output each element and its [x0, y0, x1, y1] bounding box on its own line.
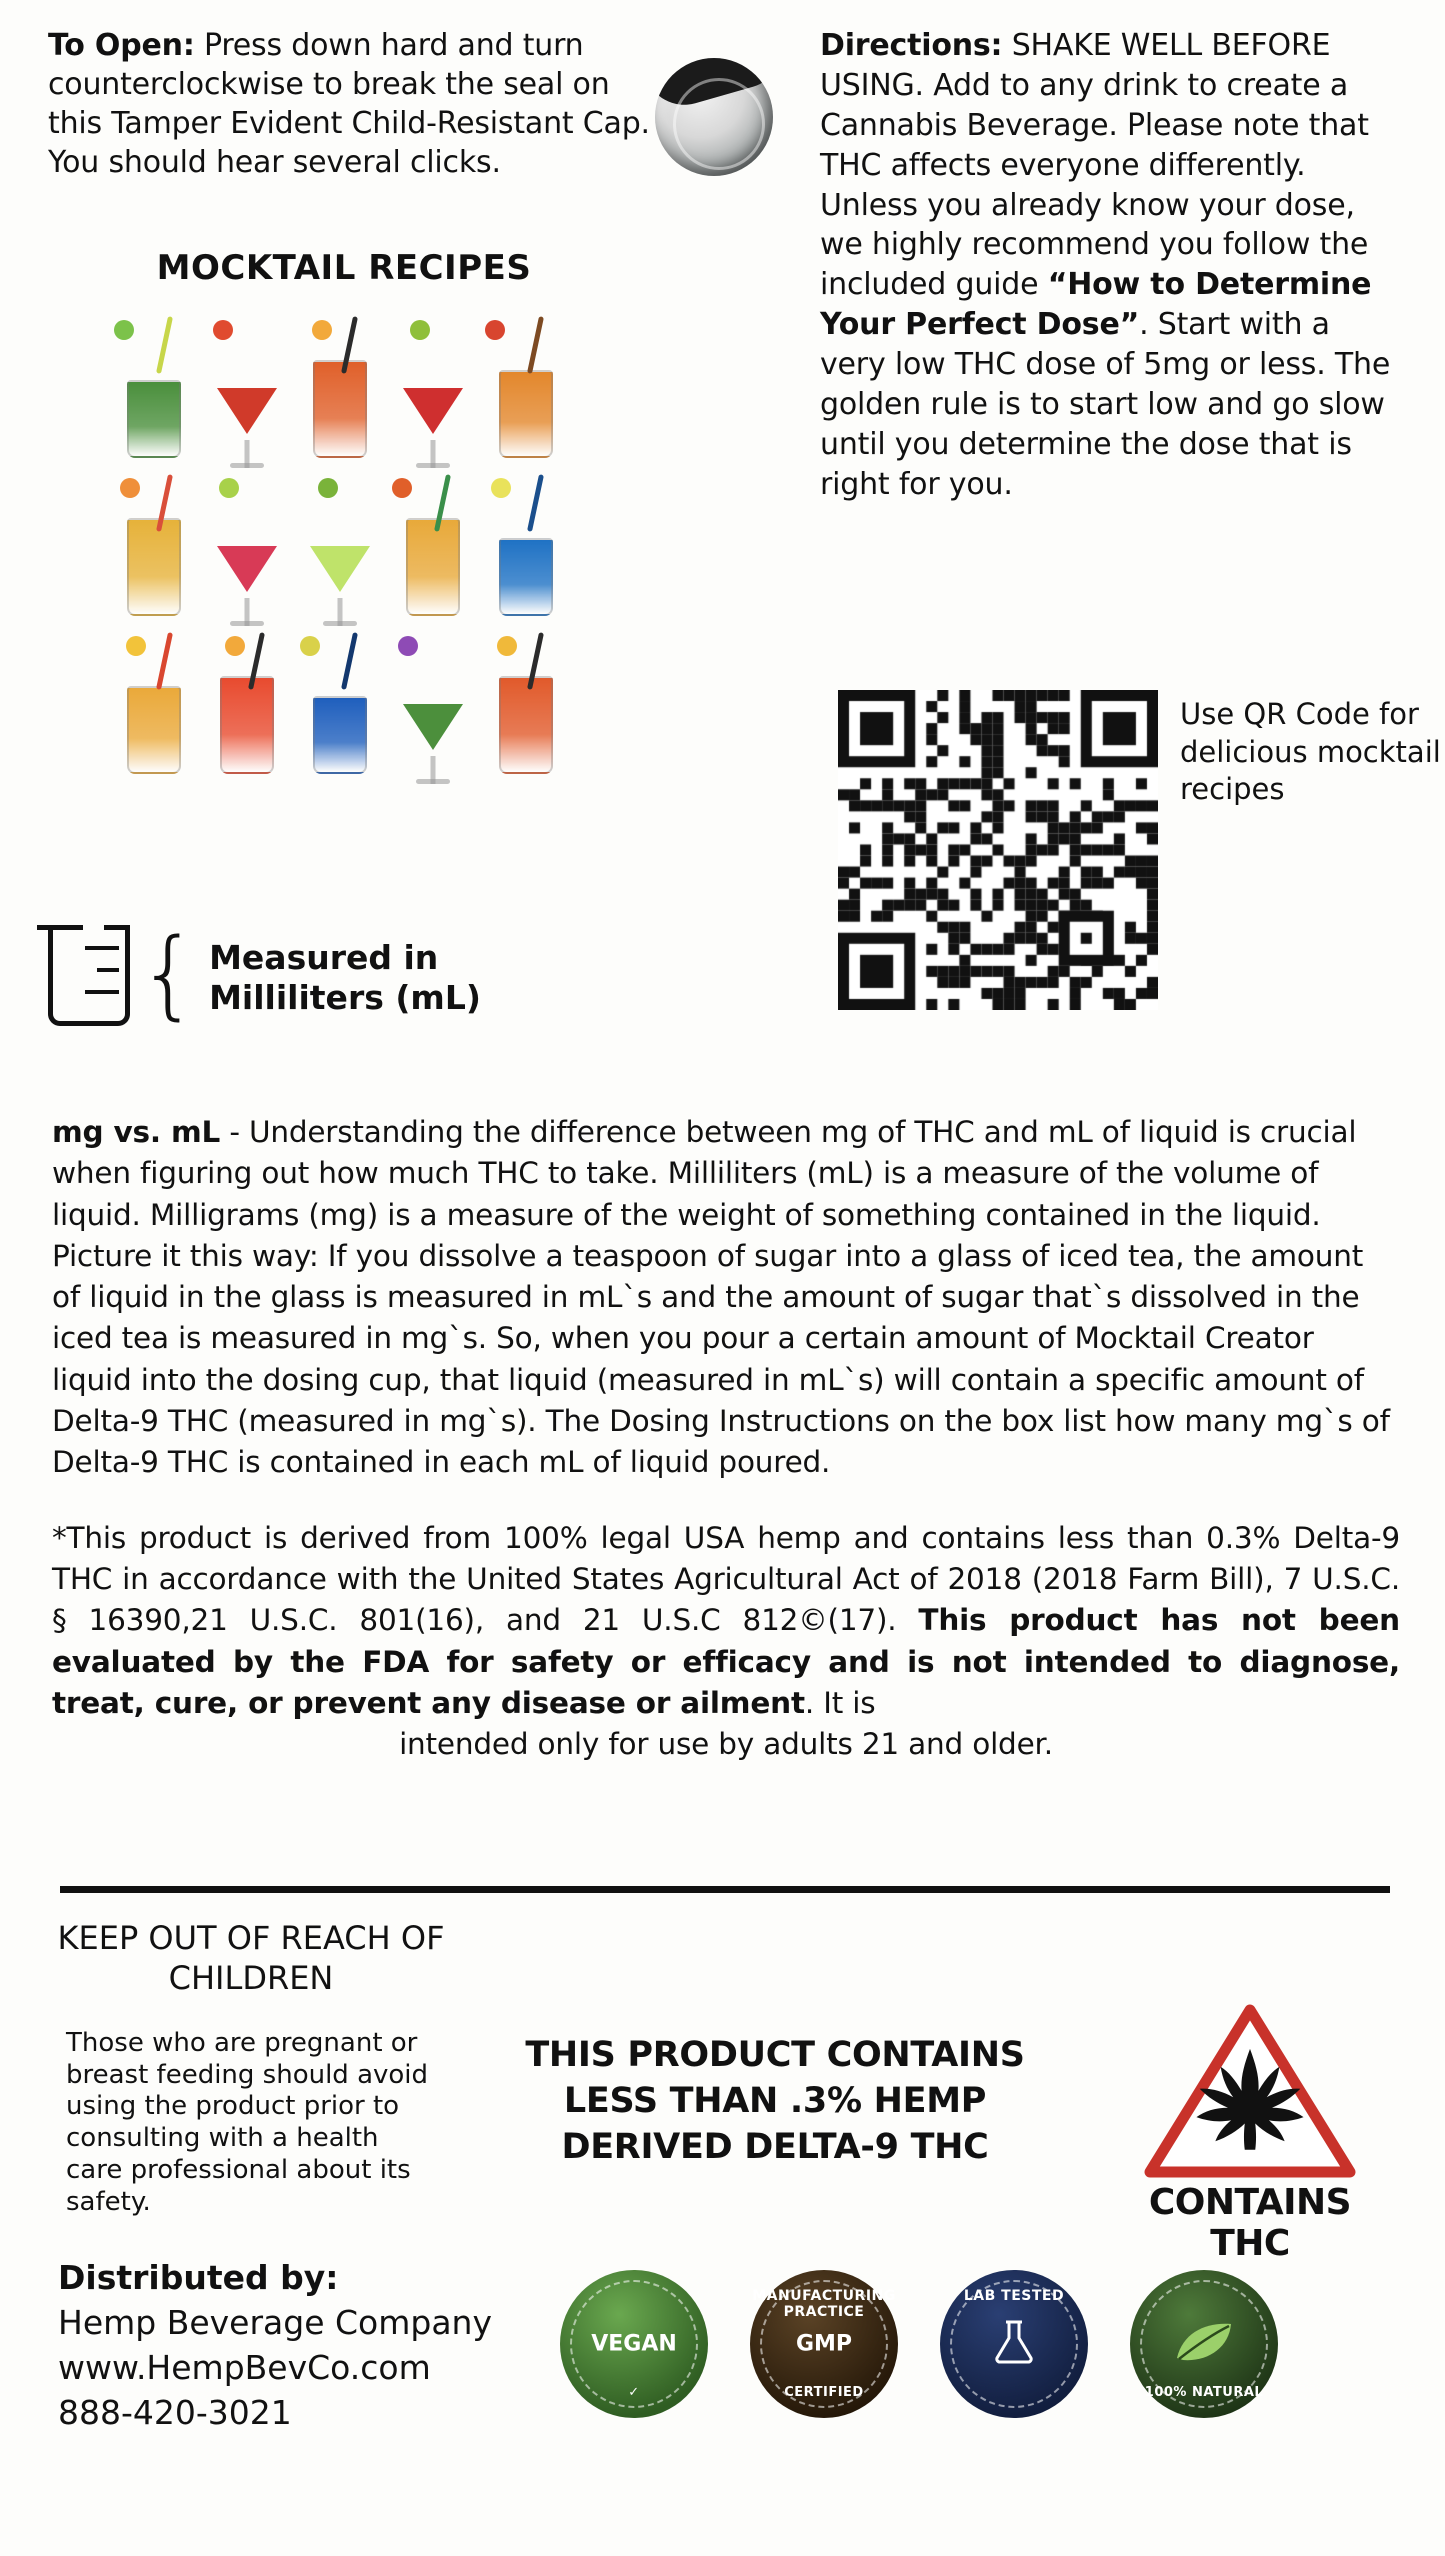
certification-seals — [560, 2270, 1278, 2418]
qr-code[interactable] — [838, 690, 1158, 1010]
vegan-seal-label: VEGAN — [591, 2331, 677, 2357]
recipes-block — [48, 200, 668, 784]
pregnancy-warning-text: Those who are pregnant or breast feeding should avoid using the product prior to consulting with a health care professional about its safety. — [66, 2028, 429, 2217]
cocktail-thumb — [296, 314, 385, 468]
cocktail-thumb — [388, 630, 477, 784]
gmp-seal-bottom: CERTIFIED — [784, 2385, 864, 2400]
cocktail-thumb — [481, 630, 570, 784]
directions-block — [820, 26, 1400, 505]
cocktail-thumb — [110, 472, 199, 626]
directions-text — [820, 26, 1400, 505]
cocktail-thumb — [296, 472, 385, 626]
legal-part-2: . It is — [804, 1685, 876, 1720]
legal-bold: This product has not been evaluated by the FDA for safety or efficacy and is not intended to diagnose, treat, cure, or prevent any disease or ailment — [52, 1603, 1400, 1720]
cocktail-thumb — [203, 472, 292, 626]
legal-disclaimer-paragraph — [52, 1518, 1400, 1766]
directions-label: Directions: — [820, 28, 1003, 63]
open-instructions-text — [48, 26, 668, 182]
bottle-cap-photo — [655, 58, 773, 176]
lab-tested-seal-label: LAB TESTED — [963, 2288, 1065, 2304]
measured-in-ml-block — [48, 917, 481, 1030]
gmp-seal — [750, 2270, 898, 2418]
open-instructions-label: To Open: — [48, 28, 195, 63]
measure-line-2: Milliliters (mL) — [209, 978, 481, 1017]
keep-out-of-reach-text: KEEP OUT OF REACH OF CHILDREN — [57, 1919, 445, 1997]
gmp-seal-label: GMP — [795, 2331, 853, 2357]
natural-seal — [1130, 2270, 1278, 2418]
measured-in-ml-text — [209, 938, 481, 1019]
footer-section — [0, 2250, 1445, 2556]
contains-line-1: THIS PRODUCT CONTAINS — [525, 2035, 1025, 2075]
mg-vs-ml-text: - Understanding the difference between mg of THC and mL of liquid is crucial when figuring out how much THC to take. Milliliters (mL) is a measure of the volume of liquid. Milligrams (mg) is a measure of the weight of something contained in the liquid. Picture it this way: If you dissolve a teaspoon of sugar into a glass of iced tea, the amount of liquid in the glass is measured in mL`s and the amount of sugar that`s dissolved in the iced tea is measured in mg`s. So, when you pour a certain amount of Mocktail Creator liquid into the dosing cup, that liquid (measured in mL`s) will contain a specific amount of Delta-9 THC (measured in mg`s). The Dosing Instructions on the box list how many mg`s of Delta-9 THC is contained in each mL of liquid poured. — [52, 1115, 1390, 1480]
cocktail-thumb — [481, 314, 570, 468]
mocktail-recipes-title: MOCKTAIL RECIPES — [156, 248, 532, 288]
website-link[interactable]: www.HempBevCo.com — [58, 2347, 431, 2387]
lab-tested-seal — [940, 2270, 1088, 2418]
mg-vs-ml-label: mg vs. mL — [52, 1115, 221, 1149]
qr-caption: Use QR Code for delicious mocktail recipes — [1180, 697, 1441, 807]
vegan-seal — [560, 2270, 708, 2418]
measure-line-1: Measured in — [209, 937, 439, 977]
contains-thc-label: CONTAINS THC — [1148, 2182, 1352, 2264]
distributed-by-label: Distributed by: — [58, 2258, 339, 2297]
directions-part-2: . Start with a very low THC dose of 5mg or less. The golden rule is to start low and go slow until you determine the dose that is right for you. — [820, 307, 1391, 502]
open-instructions-block — [48, 26, 668, 182]
cocktail-thumb — [203, 630, 292, 784]
contains-line-2: LESS THAN .3% HEMP — [563, 2081, 987, 2122]
directions-part-1: SHAKE WELL BEFORE USING. Add to any drink to create a Cannabis Beverage. Please note that THC affects everyone differently. Unless you already know your dose, we highly recommend you follow the included guide — [820, 28, 1369, 303]
legal-part-1: *This product is derived from 100% legal USA hemp and contains less than 0.3% Delta-9 THC in accordance with the United States Agricultural Act of 2018 (2018 Farm Bill), 7 U.S.C. § 16390,21 U.S.C. 801(16), and 21 U.S.C 812©(17). — [52, 1520, 1400, 1638]
top-section — [0, 0, 1445, 1090]
legal-last-line: intended only for use by adults 21 and older. — [399, 1727, 1053, 1762]
cocktail-thumb — [110, 314, 199, 468]
cocktail-thumb — [296, 630, 385, 784]
thc-triangle-icon — [1143, 2002, 1358, 2180]
vegan-seal-check: ✓ — [628, 2385, 640, 2400]
contains-thc-badge — [1125, 2002, 1375, 2264]
cocktail-thumb — [388, 472, 477, 626]
beaker-icon — [48, 930, 130, 1026]
divider-rule — [60, 1886, 1390, 1893]
gmp-seal-top: MANUFACTURING PRACTICE — [752, 2288, 896, 2320]
leaf-icon — [1130, 2318, 1278, 2370]
mg-vs-ml-paragraph — [52, 1112, 1400, 1484]
phone-number[interactable]: 888-420-3021 — [58, 2392, 292, 2432]
dose-guide-title: “How to Determine Your Perfect Dose” — [820, 267, 1372, 343]
cocktail-thumb — [388, 314, 477, 468]
cocktail-collage — [110, 314, 570, 784]
body-paragraphs — [52, 1112, 1400, 1795]
distributor-block — [58, 2256, 492, 2436]
qr-block — [838, 690, 1445, 1010]
flask-icon — [940, 2314, 1088, 2374]
company-name: Hemp Beverage Company — [58, 2302, 492, 2342]
cocktail-thumb — [203, 314, 292, 468]
contains-line-3: DERIVED DELTA-9 THC — [561, 2127, 989, 2168]
natural-seal-label: 100% NATURAL — [1144, 2385, 1264, 2400]
cocktail-thumb — [481, 472, 570, 626]
brace-glyph: { — [138, 917, 200, 1030]
cocktail-thumb — [110, 630, 199, 784]
open-instructions-body: Press down hard and turn counterclockwise to break the seal on this Tamper Evident Child-Resistant Cap. You should hear several clicks. — [48, 28, 650, 180]
contains-banner — [470, 2032, 1080, 2171]
warnings-section — [0, 1910, 1445, 2264]
